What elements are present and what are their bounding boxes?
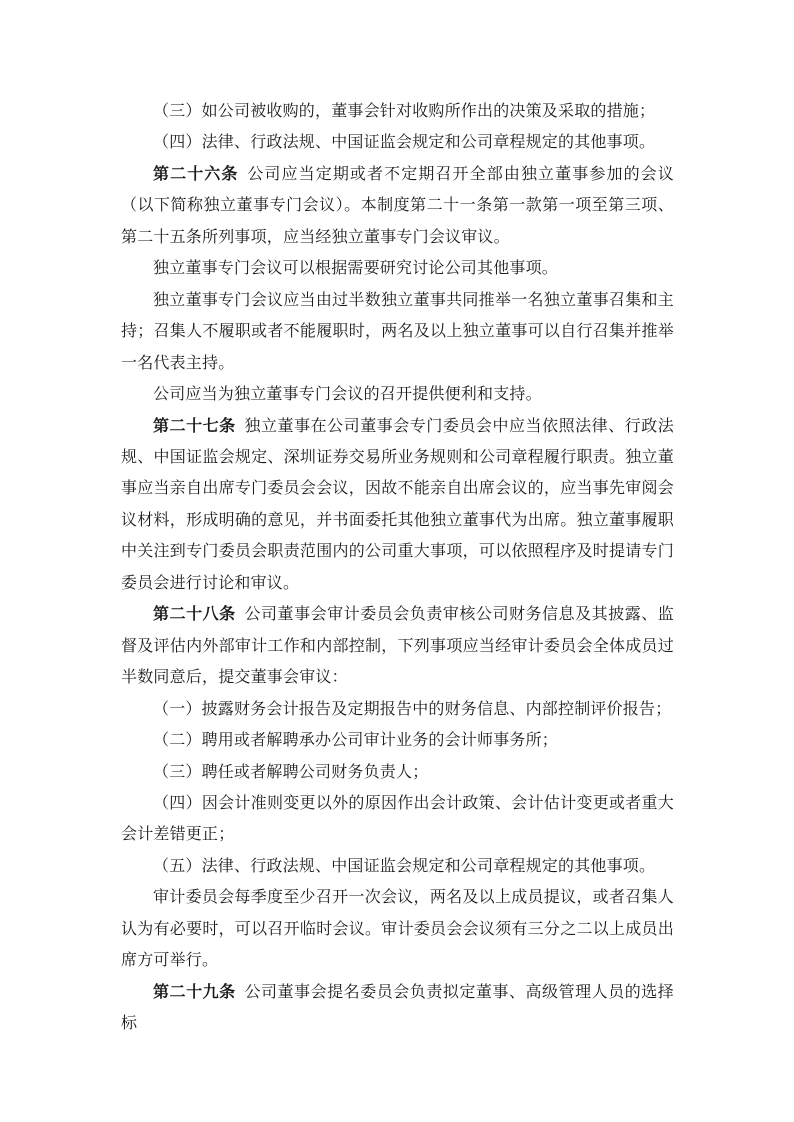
paragraph [121,788,674,851]
document-body [121,96,674,1040]
paragraph [121,757,674,788]
paragraph [121,694,674,725]
paragraph-text: （四）因会计准则变更以外的原因作出会计政策、会计估计变更或者重大会计差错更正； [121,794,674,844]
article-number: 第二十八条 [153,606,236,624]
paragraph [121,599,674,693]
paragraph-text: 独立董事专门会议可以根据需要研究讨论公司其他事项。 [153,260,559,278]
paragraph [121,379,674,410]
paragraph [121,253,674,284]
paragraph [121,159,674,253]
paragraph [121,851,674,882]
paragraph [121,96,674,127]
paragraph-text: 审计委员会每季度至少召开一次会议，两名及以上成员提议，或者召集人认为有必要时，可以召开临时会议。审计委员会会议须有三分之二以上成员出席方可举行。 [121,889,674,970]
paragraph-text: （五）法律、行政法规、中国证监会规定和公司章程规定的其他事项。 [153,857,656,875]
paragraph [121,285,674,379]
paragraph [121,977,674,1040]
paragraph-text: 独立董事在公司董事会专门委员会中应当依照法律、行政法规、中国证监会规定、深圳证券交易所业务规则和公司章程履行职责。独立董事应当亲自出席专门委员会会议，因故不能亲自出席会议的，应当事先审阅会议材料，形成明确的意见，并书面委托其他独立董事代为出席。独立董事履职中关注到专门委员会职责范围内的公司重大事项，可以依照程序及时提请专门委员会进行讨论和审议。 [121,417,674,592]
paragraph-text: （一）披露财务会计报告及定期报告中的财务信息、内部控制评价报告； [153,700,672,718]
paragraph-text: （三）聘任或者解聘公司财务负责人； [153,763,429,781]
paragraph-text: （二）聘用或者解聘承办公司审计业务的会计师事务所； [153,732,559,750]
paragraph-text: 公司应当为独立董事专门会议的召开提供便利和支持。 [153,386,542,404]
paragraph [121,127,674,158]
paragraph-text: 公司董事会审计委员会负责审核公司财务信息及其披露、监督及评估内外部审计工作和内部控制，下列事项应当经审计委员会全体成员过半数同意后，提交董事会审议： [121,606,674,687]
paragraph-text: （四）法律、行政法规、中国证监会规定和公司章程规定的其他事项。 [153,134,656,152]
paragraph-text: 公司应当定期或者不定期召开全部由独立董事参加的会议（以下简称独立董事专门会议）。本制度第二十一条第一款第一项至第三项、第二十五条所列事项，应当经独立董事专门会议审议。 [121,165,674,246]
paragraph-text: （三）如公司被收购的，董事会针对收购所作出的决策及采取的措施； [153,103,656,120]
paragraph-text: 公司董事会提名委员会负责拟定董事、高级管理人员的选择标 [121,983,674,1033]
paragraph [121,411,674,600]
paragraph [121,725,674,756]
article-number: 第二十七条 [153,417,236,435]
paragraph [121,882,674,976]
article-number: 第二十六条 [153,165,239,183]
paragraph-text: 独立董事专门会议应当由过半数独立董事共同推举一名独立董事召集和主持；召集人不履职或者不能履职时，两名及以上独立董事可以自行召集并推举一名代表主持。 [121,291,674,372]
article-number: 第二十九条 [153,983,236,1001]
